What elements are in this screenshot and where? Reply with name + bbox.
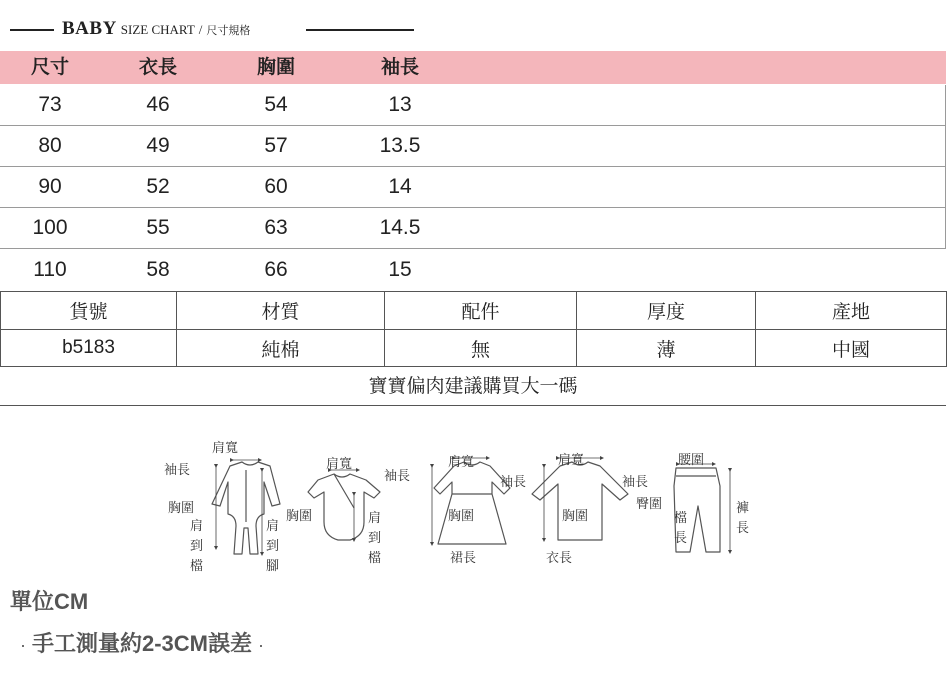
- dress-chest-label: 胸圍: [448, 509, 475, 524]
- header-title: [62, 18, 250, 40]
- bodysuit-crotch-label-3: 檔: [368, 551, 382, 566]
- product-info-table: [0, 291, 947, 367]
- size-advice-note: 寶寶偏肉建議購買大一碼: [368, 376, 578, 397]
- header-separator: /: [198, 22, 203, 37]
- info-accessories: 無: [385, 330, 577, 367]
- dress-outline: [434, 462, 510, 544]
- cell-length: 49: [146, 134, 170, 157]
- header-rule-right: [306, 29, 414, 31]
- cell-size: 90: [38, 175, 62, 198]
- table-row: [0, 167, 946, 208]
- cell-chest: 54: [264, 93, 288, 116]
- diagram-canvas: [158, 436, 758, 586]
- cell-sleeve: 15: [388, 258, 412, 281]
- romper-crotch-label-2: 到: [190, 539, 204, 554]
- cell-size: 73: [38, 93, 62, 116]
- info-header-thickness: 厚度: [577, 292, 756, 330]
- table-row: [0, 85, 946, 126]
- cell-chest: 60: [264, 175, 288, 198]
- row-edge: [945, 167, 946, 208]
- info-origin: 中國: [756, 330, 947, 367]
- cell-sleeve: 14: [388, 175, 412, 198]
- row-edge: [945, 126, 946, 167]
- table-row: [0, 208, 946, 249]
- cell-chest: 57: [264, 134, 288, 157]
- pants-hip-label: 臀圍: [636, 497, 663, 512]
- info-material: 純棉: [177, 330, 385, 367]
- subtitle-label: SIZE CHART: [120, 22, 195, 37]
- bodysuit-sleeve-label: 袖長: [384, 469, 411, 484]
- pants-length-label-1: 褲: [736, 501, 750, 516]
- cell-size: 110: [33, 258, 67, 281]
- chart-header: [10, 18, 420, 42]
- cell-length: 55: [146, 216, 170, 239]
- info-header-accessories: 配件: [385, 292, 577, 330]
- cell-size: 80: [38, 134, 62, 157]
- info-header-row: [1, 292, 947, 330]
- romper-foot-label-1: 肩: [266, 519, 280, 534]
- bodysuit-chest-label: 胸圍: [286, 509, 313, 524]
- table-row: [0, 126, 946, 167]
- romper-crotch-label-1: 肩: [190, 519, 204, 534]
- top-sleeve-label: 袖長: [622, 475, 649, 490]
- romper-chest-label: 胸圍: [168, 501, 195, 516]
- note-divider: [0, 405, 946, 406]
- tip-text: 手工測量約2-3CM誤差: [32, 631, 253, 656]
- col-chest: 胸圍: [256, 57, 296, 78]
- bodysuit-shoulder-label: 肩寬: [326, 457, 353, 472]
- header-rule-left: [10, 29, 54, 31]
- cell-length: 52: [146, 175, 170, 198]
- subtitle-zh-label: 尺寸規格: [206, 24, 251, 37]
- dress-length-label: 裙長: [450, 551, 477, 566]
- top-chest-label: 胸圍: [562, 509, 589, 524]
- tip-dot-left: ·: [20, 635, 26, 655]
- table-row: [0, 250, 946, 291]
- cell-sleeve: 13: [388, 93, 412, 116]
- bodysuit-crotch-label-2: 到: [368, 531, 382, 546]
- dress-shoulder-label: 肩寬: [448, 455, 475, 470]
- col-sleeve: 袖長: [380, 57, 420, 78]
- info-header-material: 材質: [177, 292, 385, 330]
- romper-foot-label-3: 腳: [266, 559, 280, 574]
- pants-waist-label: 腰圍: [678, 453, 705, 468]
- cell-size: 100: [32, 216, 68, 239]
- top-outline: [532, 462, 628, 540]
- col-size: 尺寸: [30, 57, 70, 78]
- cell-chest: 63: [264, 216, 288, 239]
- row-divider: [0, 248, 946, 249]
- romper-sleeve-label: 袖長: [164, 463, 191, 478]
- pants-crotch-label-2: 長: [674, 531, 688, 546]
- measurement-tip: [14, 627, 270, 658]
- cell-length: 58: [146, 258, 170, 281]
- info-header-item-no: 貨號: [1, 292, 177, 330]
- tip-dot-right: ·: [258, 635, 265, 655]
- cell-sleeve: 14.5: [379, 216, 421, 239]
- bodysuit-crotch-label-1: 肩: [368, 511, 382, 526]
- cell-length: 46: [146, 93, 170, 116]
- info-item-no: b5183: [1, 330, 177, 367]
- info-thickness: 薄: [577, 330, 756, 367]
- romper-shoulder-label: 肩寬: [212, 441, 239, 456]
- top-length-label: 衣長: [546, 551, 573, 566]
- brand-label: BABY: [62, 18, 117, 39]
- pants-length-label-2: 長: [736, 521, 750, 536]
- cell-sleeve: 13.5: [379, 134, 421, 157]
- top-shoulder-label: 肩寬: [558, 453, 585, 468]
- cell-chest: 66: [264, 258, 288, 281]
- size-table-header: [0, 51, 946, 84]
- info-header-origin: 產地: [756, 292, 947, 330]
- row-edge: [945, 208, 946, 249]
- info-value-row: [1, 330, 947, 367]
- unit-label: 單位CM: [10, 589, 89, 614]
- pants-crotch-label-1: 檔: [674, 511, 688, 526]
- col-length: 衣長: [138, 57, 178, 78]
- measurement-diagrams: [158, 436, 758, 586]
- row-edge: [945, 85, 946, 126]
- romper-crotch-label-3: 檔: [190, 559, 204, 574]
- dress-sleeve-label: 袖長: [500, 475, 527, 490]
- romper-foot-label-2: 到: [266, 539, 280, 554]
